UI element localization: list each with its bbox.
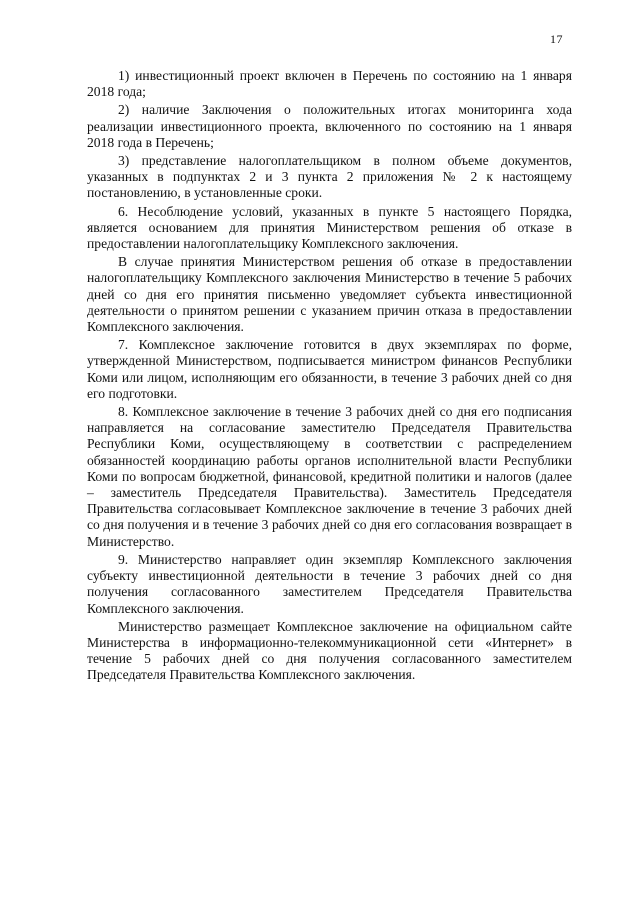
paragraph-clause-7: 7. Комплексное заключение готовится в двух экземплярах по форме, утвержденной Министерством, подписывается министром финансов Республики Коми или лицом, исполняющим его обязанности, в течение 3 рабочих дней со дня его подготовки. [87, 337, 572, 401]
document-body [87, 68, 572, 686]
paragraph-item-2: 2) наличие Заключения о положительных итогах мониторинга хода реализации инвестиционного проекта, включенного по состоянию на 1 января 2018 года в Перечень; [87, 102, 572, 150]
paragraph-publication: Министерство размещает Комплексное заключение на официальном сайте Министерства в информационно-телекоммуникационной сети «Интернет» в течение 5 рабочих дней со дня получения согласованного заместителем Председателя Правительства Комплексного заключения. [87, 618, 572, 683]
paragraph-clause-6: 6. Несоблюдение условий, указанных в пункте 5 настоящего Порядка, является основанием для принятия Министерством решения об отказе в предоставлении налогоплательщику Комплексного заключения. [87, 203, 572, 252]
paragraph-clause-8: 8. Комплексное заключение в течение 3 рабочих дней со дня его подписания направляется на согласование заместителю Председателя Правительства Республики Коми, осуществляющему в соответствии с распределением обязанностей координацию работы органов исполнительной власти Республики Коми по вопросам бюджетной, финансовой, кредитной политики и налогов (далее – заместитель Председателя Правительства). Заместитель Председателя Правительства согласовывает Комплексное заключение в течение 3 рабочих дней со дня получения и в течение 3 рабочих дней со дня его согласования возвращает в Министерство. [87, 404, 572, 549]
paragraph-item-3: 3) представление налогоплательщиком в полном объеме документов, указанных в подпунктах 2 и 3 пункта 2 приложения № 2 к настоящему постановлению, в установленные сроки. [87, 153, 572, 201]
paragraph-clause-9: 9. Министерство направляет один экземпляр Комплексного заключения субъекту инвестиционной деятельности в течение 3 рабочих дней со дня получения согласованного заместителем Председателя Правительства Комплексного заключения. [87, 551, 572, 616]
paragraph-item-1: 1) инвестиционный проект включен в Перечень по состоянию на 1 января 2018 года; [87, 68, 572, 100]
page-number: 17 [550, 32, 563, 46]
paragraph-refusal-notice: В случае принятия Министерством решения об отказе в предоставлении налогоплательщику Комплексного заключения Министерство в течение 5 рабочих дней со дня его принятия письменно уведомляет субъекта инвестиционной деятельности о принятом решении с указанием причин отказа в предоставлении Комплексного заключения. [87, 254, 572, 335]
